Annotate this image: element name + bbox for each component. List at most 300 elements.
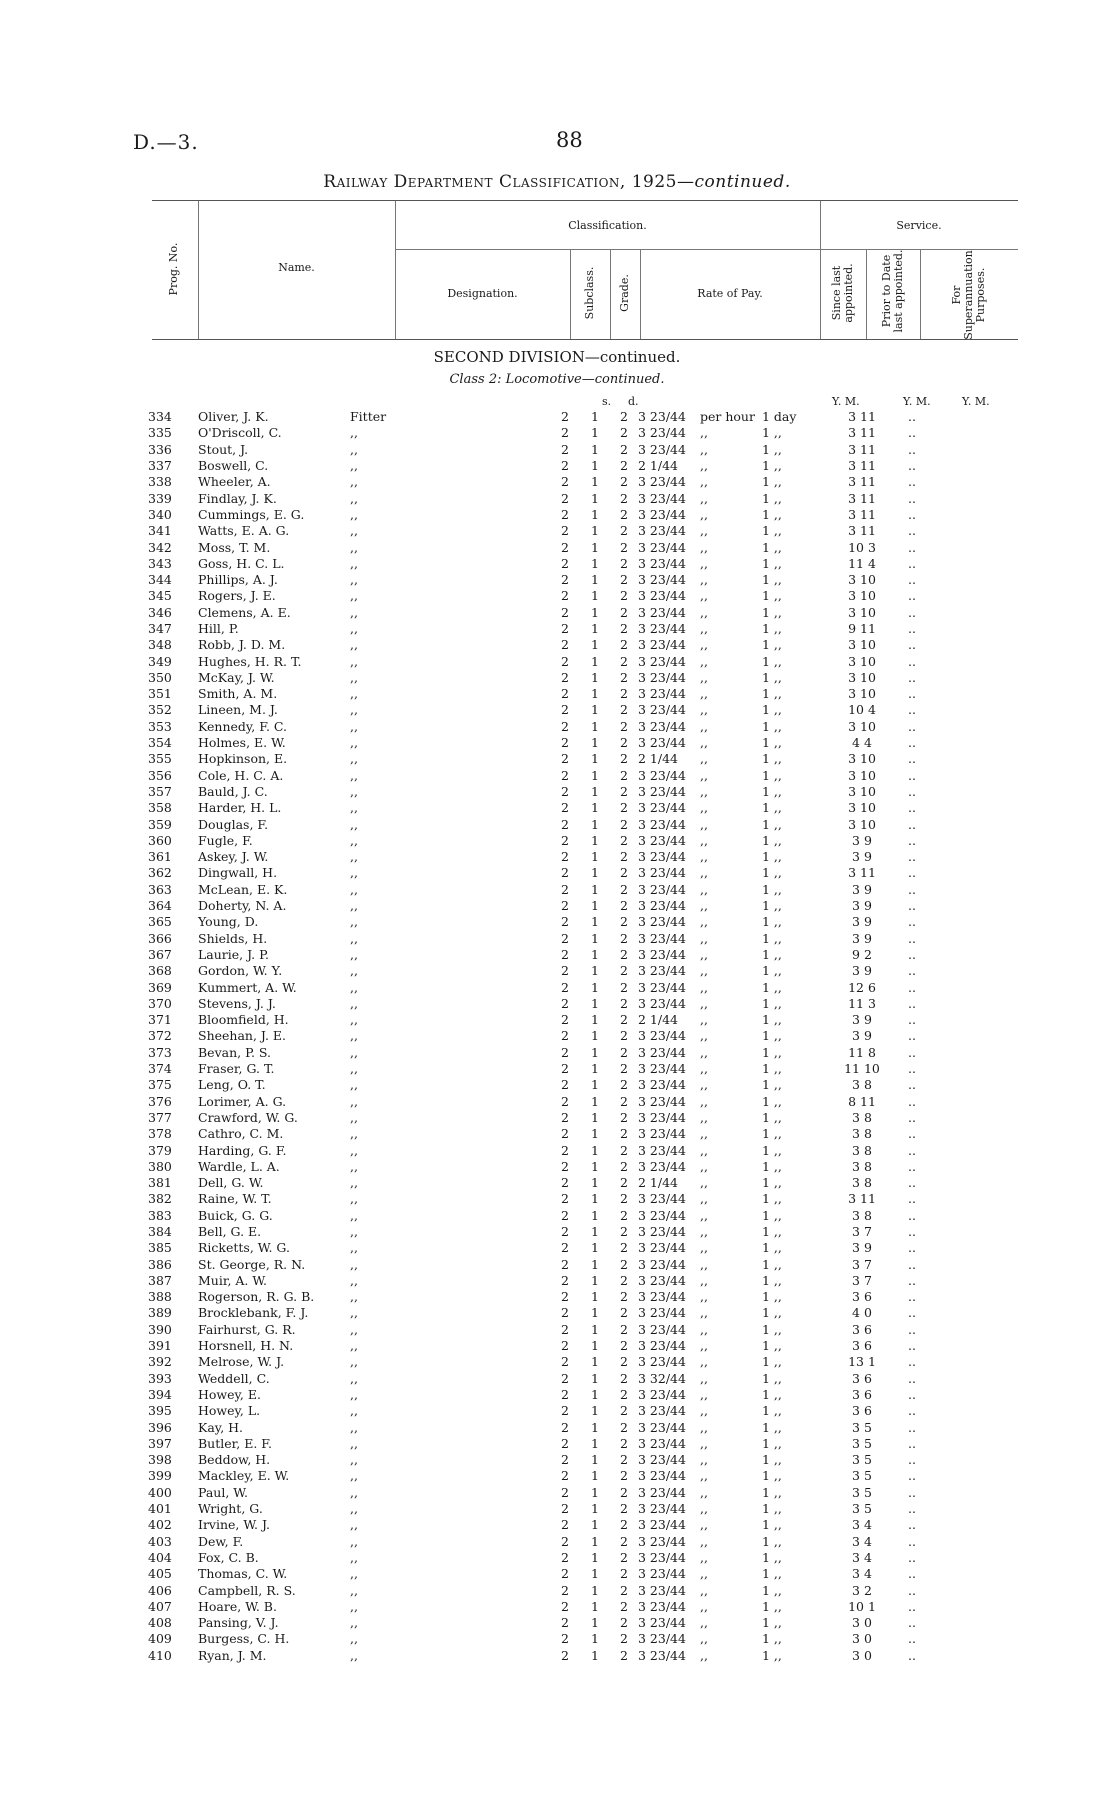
cell-prog-no: 343 bbox=[148, 555, 172, 571]
cell-superannuation: .. bbox=[908, 441, 916, 457]
cell-name: Mackley, E. W. bbox=[198, 1468, 290, 1484]
cell-prog-no: 346 bbox=[148, 604, 172, 620]
cell-rate-period: ,, bbox=[700, 1386, 708, 1402]
cell-prior-service: 3 8 bbox=[852, 1207, 872, 1223]
cell-subclass: 2 bbox=[561, 441, 569, 457]
cell-superannuation: .. bbox=[908, 621, 916, 636]
cell-rate-pence: 3 23/44 bbox=[638, 686, 686, 702]
cell-superannuation: .. bbox=[908, 1403, 916, 1419]
cell-name: McLean, E. K. bbox=[198, 881, 288, 897]
cell-name: Dell, G. W. bbox=[198, 1175, 264, 1191]
cell-rate-pence: 3 23/44 bbox=[638, 1468, 686, 1484]
cell-superannuation: .. bbox=[908, 832, 916, 848]
cell-rate-period: ,, bbox=[700, 1484, 708, 1500]
table-row bbox=[148, 637, 932, 653]
table-row bbox=[148, 1338, 932, 1354]
cell-prior-service: 3 6 bbox=[852, 1338, 872, 1354]
cell-prior-service: 3 8 bbox=[852, 1126, 872, 1142]
table-row bbox=[148, 914, 932, 930]
cell-rate-period: ,, bbox=[700, 1191, 708, 1207]
cell-prog-no: 367 bbox=[148, 946, 172, 962]
cell-prog-no: 350 bbox=[148, 669, 172, 685]
cell-name: Leng, O. T. bbox=[198, 1077, 266, 1093]
table-row bbox=[148, 556, 932, 572]
cell-name: Cole, H. C. A. bbox=[198, 767, 284, 783]
class-subtitle: Class 2: Locomotive—continued. bbox=[449, 372, 665, 387]
title-main: Railway Department Classification, 1925 bbox=[323, 172, 677, 192]
cell-designation: ,, bbox=[350, 1517, 358, 1533]
cell-superannuation: .. bbox=[908, 1272, 916, 1288]
cell-rate-pence: 3 23/44 bbox=[638, 1452, 686, 1468]
cell-subclass: 2 bbox=[561, 588, 569, 604]
cell-subclass: 2 bbox=[561, 1435, 569, 1451]
cell-prior-service: 3 10 bbox=[848, 767, 876, 783]
cell-name: Beddow, H. bbox=[198, 1452, 271, 1468]
cell-rate-period: ,, bbox=[700, 1240, 708, 1256]
cell-since-appointed: 1 ,, bbox=[762, 1175, 782, 1191]
cell-rate-period: ,, bbox=[700, 1175, 708, 1191]
cell-designation: ,, bbox=[350, 1435, 358, 1451]
cell-designation: ,, bbox=[350, 1272, 358, 1288]
cell-grade: 1 bbox=[591, 1093, 599, 1109]
cell-superannuation: .. bbox=[908, 1386, 916, 1402]
cell-rate-shillings: 2 bbox=[620, 898, 628, 914]
cell-since-appointed: 1 ,, bbox=[762, 539, 782, 555]
cell-subclass: 2 bbox=[561, 604, 569, 620]
cell-prior-service: 3 9 bbox=[852, 849, 872, 865]
cell-prior-service: 3 7 bbox=[852, 1272, 872, 1288]
cell-superannuation: .. bbox=[908, 930, 916, 946]
table-row bbox=[148, 588, 932, 604]
cell-name: Robb, J. D. M. bbox=[198, 637, 286, 653]
cell-subclass: 2 bbox=[561, 506, 569, 522]
cell-rate-shillings: 2 bbox=[620, 1419, 628, 1435]
cell-grade: 1 bbox=[591, 1321, 599, 1337]
cell-superannuation: .. bbox=[908, 1158, 916, 1174]
cell-subclass: 2 bbox=[561, 1598, 569, 1614]
cell-subclass: 2 bbox=[561, 1386, 569, 1402]
cell-rate-period: ,, bbox=[700, 1468, 708, 1484]
cell-designation: ,, bbox=[350, 735, 358, 751]
cell-since-appointed: 1 ,, bbox=[762, 1615, 782, 1631]
cell-grade: 1 bbox=[591, 751, 599, 767]
cell-since-appointed: 1 ,, bbox=[762, 930, 782, 946]
cell-subclass: 2 bbox=[561, 800, 569, 816]
table-row bbox=[148, 1436, 932, 1452]
cell-superannuation: .. bbox=[908, 1028, 916, 1044]
cell-prior-service: 3 10 bbox=[848, 604, 876, 620]
cell-subclass: 2 bbox=[561, 1305, 569, 1321]
cell-rate-shillings: 2 bbox=[620, 735, 628, 751]
cell-superannuation: .. bbox=[908, 1566, 916, 1582]
cell-since-appointed: 1 ,, bbox=[762, 816, 782, 832]
cell-prior-service: 9 11 bbox=[848, 621, 876, 636]
cell-rate-period: ,, bbox=[700, 1419, 708, 1435]
cell-rate-period: ,, bbox=[700, 1142, 708, 1158]
cell-rate-pence: 3 23/44 bbox=[638, 1403, 686, 1419]
cell-subclass: 2 bbox=[561, 1175, 569, 1191]
cell-subclass: 2 bbox=[561, 1321, 569, 1337]
cell-subclass: 2 bbox=[561, 409, 569, 425]
cell-designation: ,, bbox=[350, 702, 358, 718]
cell-rate-shillings: 2 bbox=[620, 1044, 628, 1060]
table-row bbox=[148, 768, 932, 784]
cell-prior-service: 3 6 bbox=[852, 1370, 872, 1386]
cell-grade: 1 bbox=[591, 1403, 599, 1419]
cell-prog-no: 382 bbox=[148, 1191, 172, 1207]
cell-since-appointed: 1 ,, bbox=[762, 1272, 782, 1288]
cell-name: Wright, G. bbox=[198, 1501, 263, 1517]
cell-since-appointed: 1 ,, bbox=[762, 1403, 782, 1419]
cell-prog-no: 359 bbox=[148, 816, 172, 832]
cell-superannuation: .. bbox=[908, 1093, 916, 1109]
cell-since-appointed: 1 ,, bbox=[762, 767, 782, 783]
cell-designation: ,, bbox=[350, 881, 358, 897]
cell-name: Butler, E. F. bbox=[198, 1435, 272, 1451]
cell-superannuation: .. bbox=[908, 1044, 916, 1060]
cell-name: Ricketts, W. G. bbox=[198, 1240, 290, 1256]
cell-rate-period: ,, bbox=[700, 1093, 708, 1109]
cell-subclass: 2 bbox=[561, 523, 569, 539]
cell-prog-no: 378 bbox=[148, 1126, 172, 1142]
table-row bbox=[148, 1566, 932, 1582]
cell-since-appointed: 1 ,, bbox=[762, 1321, 782, 1337]
cell-prior-service: 3 9 bbox=[852, 1240, 872, 1256]
cell-prior-service: 3 9 bbox=[852, 1028, 872, 1044]
cell-designation: ,, bbox=[350, 1647, 358, 1663]
cell-superannuation: .. bbox=[908, 816, 916, 832]
cell-prior-service: 3 4 bbox=[852, 1533, 872, 1549]
cell-grade: 1 bbox=[591, 1386, 599, 1402]
cell-prior-service: 3 10 bbox=[848, 637, 876, 653]
cell-superannuation: .. bbox=[908, 523, 916, 539]
cell-grade: 1 bbox=[591, 735, 599, 751]
table-row bbox=[148, 474, 932, 490]
cell-rate-shillings: 2 bbox=[620, 1077, 628, 1093]
cell-grade: 1 bbox=[591, 1338, 599, 1354]
cell-prior-service: 3 11 bbox=[848, 425, 876, 441]
cell-subclass: 2 bbox=[561, 555, 569, 571]
cell-since-appointed: 1 ,, bbox=[762, 1647, 782, 1663]
cell-superannuation: .. bbox=[908, 1533, 916, 1549]
cell-designation: ,, bbox=[350, 604, 358, 620]
cell-superannuation: .. bbox=[908, 881, 916, 897]
cell-subclass: 2 bbox=[561, 979, 569, 995]
cell-rate-period: ,, bbox=[700, 1631, 708, 1647]
cell-superannuation: .. bbox=[908, 800, 916, 816]
table-row bbox=[148, 1517, 932, 1533]
cell-rate-shillings: 2 bbox=[620, 783, 628, 799]
cell-rate-pence: 3 23/44 bbox=[638, 816, 686, 832]
cell-subclass: 2 bbox=[561, 1549, 569, 1565]
cell-grade: 1 bbox=[591, 1370, 599, 1386]
cell-prior-service: 11 4 bbox=[848, 555, 876, 571]
cell-subclass: 2 bbox=[561, 1061, 569, 1077]
cell-rate-pence: 3 23/44 bbox=[638, 637, 686, 653]
cell-prog-no: 369 bbox=[148, 979, 172, 995]
cell-since-appointed: 1 ,, bbox=[762, 604, 782, 620]
cell-rate-period: ,, bbox=[700, 1549, 708, 1565]
cell-superannuation: .. bbox=[908, 914, 916, 930]
cell-rate-period: ,, bbox=[700, 1338, 708, 1354]
cell-rate-shillings: 2 bbox=[620, 963, 628, 979]
cell-name: Howey, L. bbox=[198, 1403, 261, 1419]
cell-rate-pence: 3 23/44 bbox=[638, 1419, 686, 1435]
table-row bbox=[148, 1126, 932, 1142]
cell-rate-pence: 3 23/44 bbox=[638, 1549, 686, 1565]
cell-grade: 1 bbox=[591, 1028, 599, 1044]
cell-subclass: 2 bbox=[561, 1126, 569, 1142]
cell-since-appointed: 1 ,, bbox=[762, 865, 782, 881]
table-row bbox=[148, 1045, 932, 1061]
cell-rate-shillings: 2 bbox=[620, 1533, 628, 1549]
page-title bbox=[0, 172, 1114, 192]
cell-rate-period: ,, bbox=[700, 1272, 708, 1288]
col-service: Service. bbox=[896, 219, 942, 232]
cell-rate-pence: 3 23/44 bbox=[638, 1207, 686, 1223]
table-row bbox=[148, 1354, 932, 1370]
cell-since-appointed: 1 ,, bbox=[762, 523, 782, 539]
table-row bbox=[148, 931, 932, 947]
cell-grade: 1 bbox=[591, 588, 599, 604]
cell-rate-pence: 3 23/44 bbox=[638, 1077, 686, 1093]
cell-prog-no: 385 bbox=[148, 1240, 172, 1256]
cell-rate-pence: 3 23/44 bbox=[638, 995, 686, 1011]
cell-rate-pence: 3 23/44 bbox=[638, 1272, 686, 1288]
cell-rate-pence: 3 23/44 bbox=[638, 1305, 686, 1321]
col-rate: Rate of Pay. bbox=[697, 287, 763, 300]
cell-designation: ,, bbox=[350, 458, 358, 474]
cell-name: Findlay, J. K. bbox=[198, 490, 277, 506]
cell-superannuation: .. bbox=[908, 898, 916, 914]
cell-since-appointed: 1 ,, bbox=[762, 621, 782, 636]
cell-rate-period: per hour bbox=[700, 409, 755, 425]
cell-rate-period: ,, bbox=[700, 751, 708, 767]
cell-prog-no: 364 bbox=[148, 898, 172, 914]
table-row bbox=[148, 1289, 932, 1305]
table-row bbox=[148, 1550, 932, 1566]
cell-designation: ,, bbox=[350, 1419, 358, 1435]
cell-rate-period: ,, bbox=[700, 946, 708, 962]
cell-name: Weddell, C. bbox=[198, 1370, 270, 1386]
cell-name: Brocklebank, F. J. bbox=[198, 1305, 309, 1321]
cell-rate-shillings: 2 bbox=[620, 409, 628, 425]
cell-rate-pence: 3 23/44 bbox=[638, 1582, 686, 1598]
cell-designation: ,, bbox=[350, 1598, 358, 1614]
cell-prog-no: 362 bbox=[148, 865, 172, 881]
cell-designation: ,, bbox=[350, 1615, 358, 1631]
cell-subclass: 2 bbox=[561, 898, 569, 914]
cell-name: Kummert, A. W. bbox=[198, 979, 297, 995]
cell-superannuation: .. bbox=[908, 1435, 916, 1451]
cell-subclass: 2 bbox=[561, 1533, 569, 1549]
cell-grade: 1 bbox=[591, 930, 599, 946]
cell-since-appointed: 1 ,, bbox=[762, 963, 782, 979]
cell-superannuation: .. bbox=[908, 735, 916, 751]
table-row bbox=[148, 963, 932, 979]
cell-since-appointed: 1 ,, bbox=[762, 1061, 782, 1077]
cell-designation: ,, bbox=[350, 930, 358, 946]
cell-rate-period: ,, bbox=[700, 1305, 708, 1321]
cell-superannuation: .. bbox=[908, 1631, 916, 1647]
cell-subclass: 2 bbox=[561, 1044, 569, 1060]
cell-rate-period: ,, bbox=[700, 669, 708, 685]
cell-subclass: 2 bbox=[561, 1419, 569, 1435]
cell-subclass: 2 bbox=[561, 1077, 569, 1093]
table-row bbox=[148, 425, 932, 441]
cell-superannuation: .. bbox=[908, 1175, 916, 1191]
cell-superannuation: .. bbox=[908, 669, 916, 685]
cell-rate-shillings: 2 bbox=[620, 1093, 628, 1109]
cell-rate-shillings: 2 bbox=[620, 1370, 628, 1386]
cell-since-appointed: 1 ,, bbox=[762, 1468, 782, 1484]
cell-subclass: 2 bbox=[561, 539, 569, 555]
cell-rate-period: ,, bbox=[700, 816, 708, 832]
table-row bbox=[148, 1533, 932, 1549]
cell-rate-period: ,, bbox=[700, 1256, 708, 1272]
cell-subclass: 2 bbox=[561, 865, 569, 881]
cell-designation: ,, bbox=[350, 669, 358, 685]
cell-name: Clemens, A. E. bbox=[198, 604, 291, 620]
cell-grade: 1 bbox=[591, 1501, 599, 1517]
cell-name: Hoare, W. B. bbox=[198, 1598, 277, 1614]
cell-prog-no: 395 bbox=[148, 1403, 172, 1419]
cell-rate-shillings: 2 bbox=[620, 702, 628, 718]
cell-rate-period: ,, bbox=[700, 458, 708, 474]
cell-designation: ,, bbox=[350, 1338, 358, 1354]
table-row bbox=[148, 1648, 932, 1664]
cell-rate-shillings: 2 bbox=[620, 1109, 628, 1125]
cell-name: Thomas, C. W. bbox=[198, 1566, 288, 1582]
cell-rate-pence: 3 23/44 bbox=[638, 702, 686, 718]
cell-prior-service: 3 9 bbox=[852, 832, 872, 848]
cell-name: Goss, H. C. L. bbox=[198, 555, 285, 571]
cell-prog-no: 402 bbox=[148, 1517, 172, 1533]
cell-name: Bauld, J. C. bbox=[198, 783, 268, 799]
cell-superannuation: .. bbox=[908, 474, 916, 490]
cell-prior-service: 3 0 bbox=[852, 1615, 872, 1631]
cell-since-appointed: 1 ,, bbox=[762, 1582, 782, 1598]
cell-superannuation: .. bbox=[908, 767, 916, 783]
cell-rate-pence: 3 23/44 bbox=[638, 832, 686, 848]
cell-rate-shillings: 2 bbox=[620, 881, 628, 897]
cell-prog-no: 363 bbox=[148, 881, 172, 897]
cell-superannuation: .. bbox=[908, 963, 916, 979]
cell-prior-service: 3 10 bbox=[848, 653, 876, 669]
cell-superannuation: .. bbox=[908, 572, 916, 588]
table-row bbox=[148, 1485, 932, 1501]
cell-superannuation: .. bbox=[908, 1452, 916, 1468]
cell-rate-pence: 2 1/44 bbox=[638, 1175, 678, 1191]
cell-since-appointed: 1 ,, bbox=[762, 1158, 782, 1174]
cell-rate-period: ,, bbox=[700, 995, 708, 1011]
cell-superannuation: .. bbox=[908, 1501, 916, 1517]
cell-rate-pence: 3 23/44 bbox=[638, 409, 686, 425]
cell-prog-no: 374 bbox=[148, 1061, 172, 1077]
cell-rate-pence: 3 23/44 bbox=[638, 898, 686, 914]
cell-superannuation: .. bbox=[908, 946, 916, 962]
cell-grade: 1 bbox=[591, 1256, 599, 1272]
cell-grade: 1 bbox=[591, 572, 599, 588]
cell-subclass: 2 bbox=[561, 1207, 569, 1223]
cell-rate-pence: 2 1/44 bbox=[638, 751, 678, 767]
cell-rate-period: ,, bbox=[700, 1109, 708, 1125]
cell-prog-no: 361 bbox=[148, 849, 172, 865]
cell-rate-pence: 3 23/44 bbox=[638, 979, 686, 995]
cell-prog-no: 392 bbox=[148, 1354, 172, 1370]
cell-prior-service: 10 3 bbox=[848, 539, 876, 555]
cell-superannuation: .. bbox=[908, 604, 916, 620]
cell-rate-period: ,, bbox=[700, 783, 708, 799]
cell-grade: 1 bbox=[591, 1240, 599, 1256]
table-row bbox=[148, 1452, 932, 1468]
col-super: For Superannuation Purposes. bbox=[950, 250, 987, 340]
cell-prior-service: 3 5 bbox=[852, 1468, 872, 1484]
cell-name: Hopkinson, E. bbox=[198, 751, 288, 767]
cell-since-appointed: 1 ,, bbox=[762, 1631, 782, 1647]
cell-name: Moss, T. M. bbox=[198, 539, 271, 555]
cell-name: Raine, W. T. bbox=[198, 1191, 272, 1207]
cell-designation: ,, bbox=[350, 1370, 358, 1386]
cell-since-appointed: 1 ,, bbox=[762, 946, 782, 962]
cell-designation: ,, bbox=[350, 490, 358, 506]
cell-grade: 1 bbox=[591, 816, 599, 832]
cell-prior-service: 3 11 bbox=[848, 474, 876, 490]
cell-designation: ,, bbox=[350, 1321, 358, 1337]
cell-since-appointed: 1 ,, bbox=[762, 800, 782, 816]
cell-designation: ,, bbox=[350, 1256, 358, 1272]
cell-name: Hughes, H. R. T. bbox=[198, 653, 302, 669]
cell-superannuation: .. bbox=[908, 849, 916, 865]
cell-prog-no: 380 bbox=[148, 1158, 172, 1174]
cell-grade: 1 bbox=[591, 1582, 599, 1598]
cell-name: Hill, P. bbox=[198, 621, 239, 636]
cell-rate-shillings: 2 bbox=[620, 995, 628, 1011]
cell-since-appointed: 1 ,, bbox=[762, 1256, 782, 1272]
cell-rate-pence: 3 23/44 bbox=[638, 1126, 686, 1142]
cell-rate-period: ,, bbox=[700, 1289, 708, 1305]
cell-rate-pence: 3 23/44 bbox=[638, 621, 686, 636]
classification-table bbox=[148, 409, 932, 1664]
cell-designation: Fitter bbox=[350, 409, 387, 425]
cell-designation: ,, bbox=[350, 1501, 358, 1517]
cell-prior-service: 3 10 bbox=[848, 572, 876, 588]
cell-grade: 1 bbox=[591, 1305, 599, 1321]
table-row bbox=[148, 1501, 932, 1517]
cell-rate-shillings: 2 bbox=[620, 1435, 628, 1451]
cell-subclass: 2 bbox=[561, 1272, 569, 1288]
cell-prog-no: 370 bbox=[148, 995, 172, 1011]
cell-rate-shillings: 2 bbox=[620, 1289, 628, 1305]
cell-designation: ,, bbox=[350, 816, 358, 832]
cell-prior-service: 3 9 bbox=[852, 963, 872, 979]
cell-designation: ,, bbox=[350, 751, 358, 767]
cell-rate-shillings: 2 bbox=[620, 718, 628, 734]
cell-subclass: 2 bbox=[561, 1370, 569, 1386]
cell-designation: ,, bbox=[350, 506, 358, 522]
cell-superannuation: .. bbox=[908, 539, 916, 555]
cell-rate-period: ,, bbox=[700, 735, 708, 751]
cell-since-appointed: 1 ,, bbox=[762, 490, 782, 506]
table-row bbox=[148, 1387, 932, 1403]
cell-since-appointed: 1 ,, bbox=[762, 1484, 782, 1500]
cell-rate-period: ,, bbox=[700, 930, 708, 946]
cell-grade: 1 bbox=[591, 539, 599, 555]
cell-superannuation: .. bbox=[908, 1338, 916, 1354]
table-row bbox=[148, 686, 932, 702]
cell-rate-period: ,, bbox=[700, 572, 708, 588]
cell-rate-pence: 3 23/44 bbox=[638, 1338, 686, 1354]
